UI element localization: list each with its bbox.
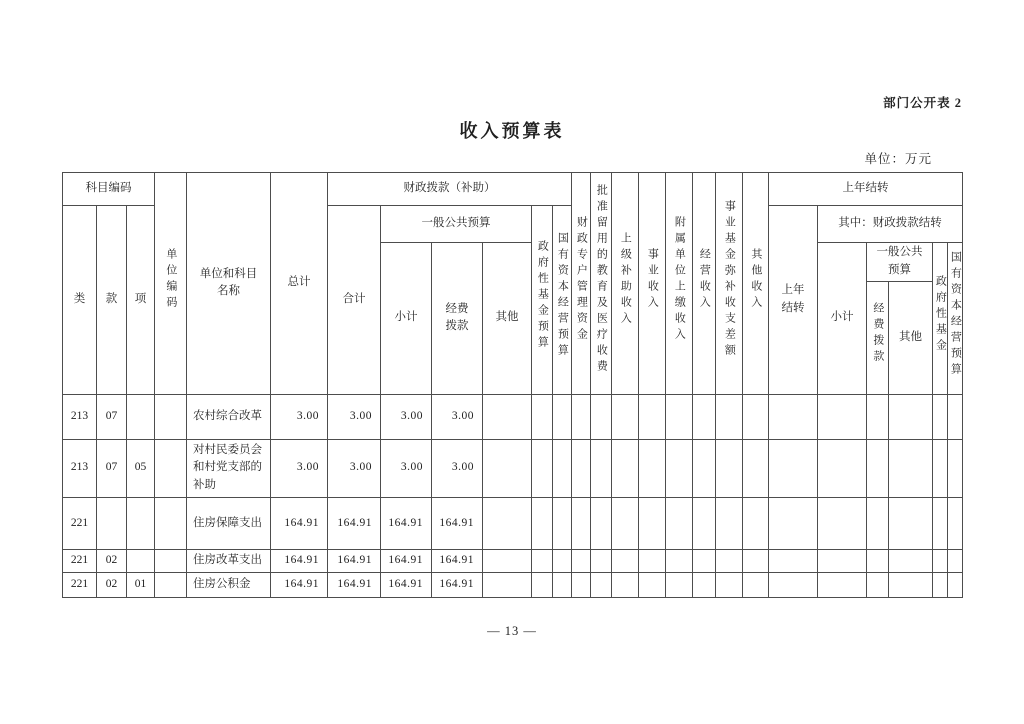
header-section: 款 (97, 206, 127, 395)
header-fiscal-special-account (572, 173, 591, 395)
empty-cell (572, 550, 591, 573)
empty-cell (867, 550, 889, 573)
cell-section: 02 (97, 550, 127, 573)
cell-class: 221 (63, 498, 97, 550)
cell-gpb-funding: 164.91 (432, 573, 483, 598)
header-co-gov-fund (933, 243, 948, 395)
empty-cell (483, 394, 532, 439)
empty-cell (933, 550, 948, 573)
cell-fa-total: 3.00 (328, 439, 381, 497)
empty-cell (532, 439, 553, 497)
header-general-public-budget: 一般公共预算 (381, 206, 532, 243)
empty-cell (933, 439, 948, 497)
table-row (63, 394, 963, 439)
cell-section: 07 (97, 439, 127, 497)
header-unit-code-label: 单位编码 (164, 247, 177, 312)
header-fiscal-special-account-label: 财政专户管理资金 (575, 215, 588, 344)
empty-cell (553, 550, 572, 573)
header-carryover: 上年结转 (769, 206, 818, 395)
header-institution-income (639, 173, 666, 395)
empty-cell (572, 394, 591, 439)
cell-section (97, 498, 127, 550)
header-fund-balance-label: 事业基金弥补收支差额 (723, 199, 736, 360)
empty-cell (867, 394, 889, 439)
empty-cell (666, 498, 693, 550)
empty-cell (591, 550, 612, 573)
empty-cell (591, 573, 612, 598)
cell-gpb-subtotal: 164.91 (381, 498, 432, 550)
empty-cell (639, 550, 666, 573)
empty-cell (743, 573, 769, 598)
empty-cell (483, 439, 532, 497)
table-row (63, 498, 963, 550)
header-affiliated-income-label: 附属单位上缴收入 (673, 215, 686, 344)
empty-cell (532, 550, 553, 573)
empty-cell (532, 394, 553, 439)
cell-item: 01 (127, 573, 155, 598)
empty-cell (948, 394, 963, 439)
header-carryover-group: 上年结转 (769, 173, 963, 206)
empty-cell (716, 550, 743, 573)
empty-cell (553, 439, 572, 497)
header-unit-subject-name: 单位和科目名称 (187, 173, 271, 395)
cell-section: 02 (97, 573, 127, 598)
cell-grand-total: 3.00 (271, 394, 328, 439)
empty-cell (553, 394, 572, 439)
cell-unit-code (155, 498, 187, 550)
header-item: 项 (127, 206, 155, 395)
empty-cell (769, 498, 818, 550)
header-grand-total: 总计 (271, 173, 328, 395)
corner-table-label: 部门公开表 2 (883, 96, 962, 110)
empty-cell (553, 498, 572, 550)
header-co-funding (867, 281, 889, 394)
cell-item: 05 (127, 439, 155, 497)
header-co-state-capital (948, 243, 963, 395)
cell-gpb-subtotal: 164.91 (381, 573, 432, 598)
cell-unit-code (155, 573, 187, 598)
empty-cell (666, 439, 693, 497)
empty-cell (532, 498, 553, 550)
cell-name: 住房保障支出 (187, 498, 271, 550)
cell-gpb-funding: 3.00 (432, 394, 483, 439)
header-unit-code (155, 173, 187, 395)
empty-cell (483, 573, 532, 598)
header-institution-income-label: 事业收入 (646, 247, 659, 312)
empty-cell (666, 550, 693, 573)
empty-cell (743, 439, 769, 497)
cell-gpb-funding: 3.00 (432, 439, 483, 497)
empty-cell (612, 394, 639, 439)
revenue-budget-table (62, 172, 963, 598)
header-business-income (693, 173, 716, 395)
empty-cell (612, 550, 639, 573)
empty-cell (572, 498, 591, 550)
cell-fa-total: 164.91 (328, 498, 381, 550)
header-co-other: 其他 (889, 281, 933, 394)
empty-cell (743, 498, 769, 550)
cell-fa-total: 164.91 (328, 550, 381, 573)
header-gpb-subtotal: 小计 (381, 243, 432, 395)
empty-cell (889, 573, 933, 598)
empty-cell (889, 498, 933, 550)
empty-cell (716, 394, 743, 439)
empty-cell (889, 394, 933, 439)
cell-name: 住房公积金 (187, 573, 271, 598)
cell-grand-total: 164.91 (271, 550, 328, 573)
header-gpb-other: 其他 (483, 243, 532, 395)
empty-cell (769, 439, 818, 497)
cell-unit-code (155, 394, 187, 439)
header-carryover-fiscal: 其中：财政拨款结转 (818, 206, 963, 243)
empty-cell (818, 550, 867, 573)
header-row-1 (63, 173, 963, 206)
empty-cell (572, 439, 591, 497)
header-other-income-label: 其他收入 (749, 247, 762, 312)
page-title: 收入预算表 (459, 121, 565, 141)
empty-cell (769, 550, 818, 573)
header-gov-fund-budget-label: 政府性基金预算 (536, 240, 549, 353)
empty-cell (948, 439, 963, 497)
table-row (63, 573, 963, 598)
empty-cell (572, 573, 591, 598)
header-class: 类 (63, 206, 97, 395)
cell-unit-code (155, 550, 187, 573)
table-row (63, 439, 963, 497)
header-fund-balance (716, 173, 743, 395)
cell-gpb-funding: 164.91 (432, 498, 483, 550)
empty-cell (818, 394, 867, 439)
empty-cell (639, 394, 666, 439)
empty-cell (867, 573, 889, 598)
header-business-income-label: 经营收入 (698, 247, 711, 312)
empty-cell (867, 439, 889, 497)
cell-grand-total: 164.91 (271, 498, 328, 550)
empty-cell (612, 498, 639, 550)
empty-cell (693, 550, 716, 573)
empty-cell (666, 573, 693, 598)
empty-cell (818, 439, 867, 497)
empty-cell (818, 573, 867, 598)
empty-cell (948, 573, 963, 598)
header-affiliated-income (666, 173, 693, 395)
empty-cell (769, 573, 818, 598)
header-co-state-capital-label: 国有资本经营预算 (949, 250, 962, 379)
header-other-income (743, 173, 769, 395)
empty-cell (591, 498, 612, 550)
header-co-funding-label: 经费拨款 (871, 302, 884, 367)
empty-cell (867, 498, 889, 550)
empty-cell (666, 394, 693, 439)
empty-cell (639, 573, 666, 598)
empty-cell (769, 394, 818, 439)
empty-cell (639, 439, 666, 497)
cell-section: 07 (97, 394, 127, 439)
empty-cell (716, 498, 743, 550)
empty-cell (716, 573, 743, 598)
empty-cell (591, 439, 612, 497)
header-approved-edu-medical-fees-label: 批准留用的教育及医疗收费 (595, 183, 608, 376)
cell-gpb-subtotal: 164.91 (381, 550, 432, 573)
empty-cell (933, 573, 948, 598)
cell-class: 221 (63, 573, 97, 598)
empty-cell (743, 394, 769, 439)
cell-fa-total: 164.91 (328, 573, 381, 598)
empty-cell (483, 550, 532, 573)
cell-fa-total: 3.00 (328, 394, 381, 439)
unit-note: 单位：万元 (864, 152, 932, 166)
cell-name: 农村综合改革 (187, 394, 271, 439)
cell-unit-code (155, 439, 187, 497)
header-state-capital-budget-label: 国有资本经营预算 (556, 232, 569, 361)
empty-cell (693, 394, 716, 439)
empty-cell (553, 573, 572, 598)
empty-cell (948, 550, 963, 573)
cell-gpb-subtotal: 3.00 (381, 439, 432, 497)
empty-cell (933, 498, 948, 550)
page-number: — 13 — (487, 624, 537, 638)
cell-grand-total: 164.91 (271, 573, 328, 598)
cell-grand-total: 3.00 (271, 439, 328, 497)
header-state-capital-budget (553, 206, 572, 395)
empty-cell (716, 439, 743, 497)
empty-cell (933, 394, 948, 439)
header-co-gpb: 一般公共预算 (867, 243, 933, 282)
cell-class: 221 (63, 550, 97, 573)
header-co-subtotal: 小计 (818, 243, 867, 395)
cell-item (127, 550, 155, 573)
empty-cell (693, 439, 716, 497)
header-co-gov-fund-label: 政府性基金 (934, 274, 947, 355)
table-row (63, 550, 963, 573)
cell-name: 住房改革支出 (187, 550, 271, 573)
cell-gpb-funding: 164.91 (432, 550, 483, 573)
empty-cell (532, 573, 553, 598)
empty-cell (948, 498, 963, 550)
empty-cell (889, 550, 933, 573)
cell-gpb-subtotal: 3.00 (381, 394, 432, 439)
empty-cell (693, 498, 716, 550)
empty-cell (483, 498, 532, 550)
header-higher-level-subsidy (612, 173, 639, 395)
empty-cell (612, 573, 639, 598)
cell-class: 213 (63, 394, 97, 439)
empty-cell (743, 550, 769, 573)
empty-cell (639, 498, 666, 550)
header-higher-level-subsidy-label: 上级补助收入 (619, 231, 632, 328)
empty-cell (591, 394, 612, 439)
empty-cell (889, 439, 933, 497)
cell-item (127, 498, 155, 550)
empty-cell (818, 498, 867, 550)
header-gov-fund-budget (532, 206, 553, 395)
header-gpb-funding: 经费拨款 (432, 243, 483, 395)
header-fa-total: 合计 (328, 206, 381, 395)
cell-class: 213 (63, 439, 97, 497)
cell-item (127, 394, 155, 439)
empty-cell (693, 573, 716, 598)
cell-name: 对村民委员会和村党支部的补助 (187, 439, 271, 497)
empty-cell (612, 439, 639, 497)
header-fiscal-appropriation: 财政拨款（补助） (328, 173, 572, 206)
header-subject-code: 科目编码 (63, 173, 155, 206)
header-approved-edu-medical-fees (591, 173, 612, 395)
